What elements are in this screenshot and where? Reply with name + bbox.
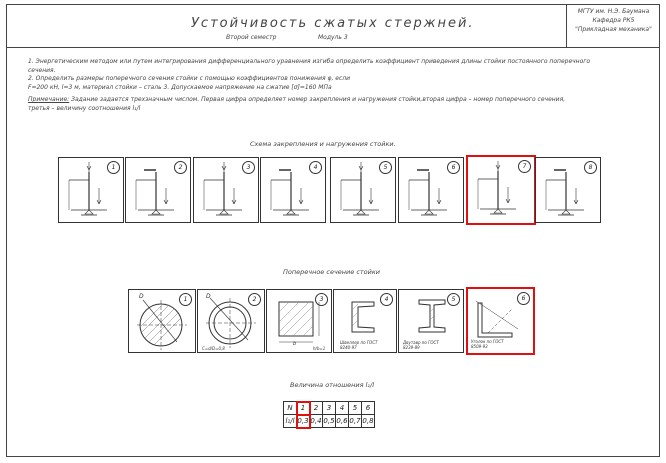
institution-stamp [566, 4, 660, 48]
ratio-value-cell[interactable]: 0,4 [310, 415, 323, 428]
scheme-number: 4 [309, 161, 322, 174]
task-note [28, 96, 648, 105]
ratio-value-cell[interactable]: 0,3 [297, 415, 310, 428]
schemes-caption: Схема закрепления и нагружения стойки. [250, 140, 396, 148]
ratio-value-cell[interactable]: 0,6 [336, 415, 349, 428]
scheme-8[interactable] [535, 157, 601, 223]
ratio-value-cell[interactable]: 0,5 [323, 415, 336, 428]
scheme-number: 2 [174, 161, 187, 174]
task-line: 1. Энергетическим методом или путем интегрирования дифференциального уравнения изгиба определить коэффициент приведения длины стойки постоянного поперечного [28, 58, 591, 65]
ratio-header-label: N [284, 402, 297, 415]
scheme-4[interactable] [260, 157, 326, 223]
ratio-number-cell[interactable]: 4 [336, 402, 349, 415]
section-number: 5 [447, 293, 460, 306]
section-number: 6 [517, 292, 530, 305]
scheme-number: 1 [107, 161, 120, 174]
column-scheme-icon [468, 157, 534, 223]
scheme-number: 3 [242, 161, 255, 174]
channel-gost-label: Швеллер по ГОСТ 8240-97 [340, 340, 378, 350]
ratio-caption: Величина отношения l₁/l [290, 381, 374, 389]
section-number: 4 [380, 293, 393, 306]
stamp-line: Кафедра РК5 [592, 17, 635, 24]
task-line: F=200 кН, l=3 м, материал стойки – сталь 3. Допускаемое напряжение на сжатие [σ]=160 МПа [28, 83, 332, 91]
angle-gost-label: Уголок по ГОСТ 8509-93 [471, 339, 504, 349]
scheme-2[interactable] [125, 157, 191, 223]
ratio-header-row [284, 402, 375, 415]
column-scheme-icon [331, 158, 397, 224]
scheme-1[interactable] [58, 157, 124, 223]
module-label: Модуль 3 [318, 34, 348, 41]
ratio-value-cell[interactable]: 0,8 [362, 415, 375, 428]
scheme-number: 7 [518, 160, 531, 173]
section-4-channel[interactable] [333, 289, 397, 353]
ibeam-gost-label: Двутавр по ГОСТ 8239-89 [403, 340, 439, 350]
section-2-ring[interactable] [197, 289, 265, 353]
diameter-label: D [139, 293, 144, 300]
column-scheme-icon [59, 158, 125, 224]
section-number: 3 [315, 293, 328, 306]
square-section-icon [267, 290, 333, 354]
scheme-7-selected[interactable] [466, 155, 536, 225]
section-5-ibeam[interactable] [398, 289, 464, 353]
outer-diameter-label: D [206, 293, 211, 300]
scheme-3[interactable] [193, 157, 259, 223]
section-3-square[interactable] [266, 289, 332, 353]
ratio-number-cell[interactable]: 3 [323, 402, 336, 415]
semester-label: Второй семестр [226, 34, 277, 41]
note-label: Примечание: [28, 96, 70, 103]
column-scheme-icon [126, 158, 192, 224]
task-line: сечения. [28, 66, 56, 74]
column-scheme-icon [194, 158, 260, 224]
task-note-cont: третья – величину соотношения l₁/l [28, 104, 141, 112]
section-number: 2 [248, 293, 261, 306]
ratio-value-row [284, 415, 375, 428]
column-scheme-icon [536, 158, 602, 224]
sections-caption: Поперечное сечение стойки [283, 268, 381, 276]
scheme-number: 6 [447, 161, 460, 174]
page-title: Устойчивость сжатых стержней. [191, 16, 475, 31]
task-text [28, 58, 648, 113]
ratio-number-cell[interactable]: 6 [362, 402, 375, 415]
section-6-angle-selected[interactable] [466, 287, 535, 355]
scheme-6[interactable] [398, 157, 464, 223]
scheme-number: 5 [379, 161, 392, 174]
scheme-number: 8 [584, 161, 597, 174]
column-scheme-icon [399, 158, 465, 224]
section-1-circle[interactable] [128, 289, 196, 353]
ratio-table [283, 401, 375, 428]
task-line: 2. Определить размеры поперечного сечения стойки с помощью коэффициентов понижения φ, если [28, 75, 351, 82]
stamp-line: МГТУ им. Н.Э. Баумана [577, 8, 650, 15]
title-block [6, 4, 660, 48]
ratio-number-cell[interactable]: 5 [349, 402, 362, 415]
note-text: Задание задается трехзначным числом. Первая цифра определяет номер закрепления и нагружения стойки,вторая цифра – номер поперечного сечения, [69, 96, 566, 103]
ratio-number-cell[interactable]: 2 [310, 402, 323, 415]
ratio-value-cell[interactable]: 0,7 [349, 415, 362, 428]
ratio-row-label: l₁/l [284, 415, 297, 428]
section-number: 1 [179, 293, 192, 306]
ratio-number-cell[interactable]: 1 [297, 402, 310, 415]
side-b-label: b [293, 341, 297, 347]
ring-ratio-label: C=d/D=0,8 [202, 346, 225, 351]
square-ratio-label: h/b=1 [313, 346, 326, 351]
scheme-5[interactable] [330, 157, 396, 223]
column-scheme-icon [261, 158, 327, 224]
stamp-line: "Прикладная механика" [575, 26, 652, 33]
